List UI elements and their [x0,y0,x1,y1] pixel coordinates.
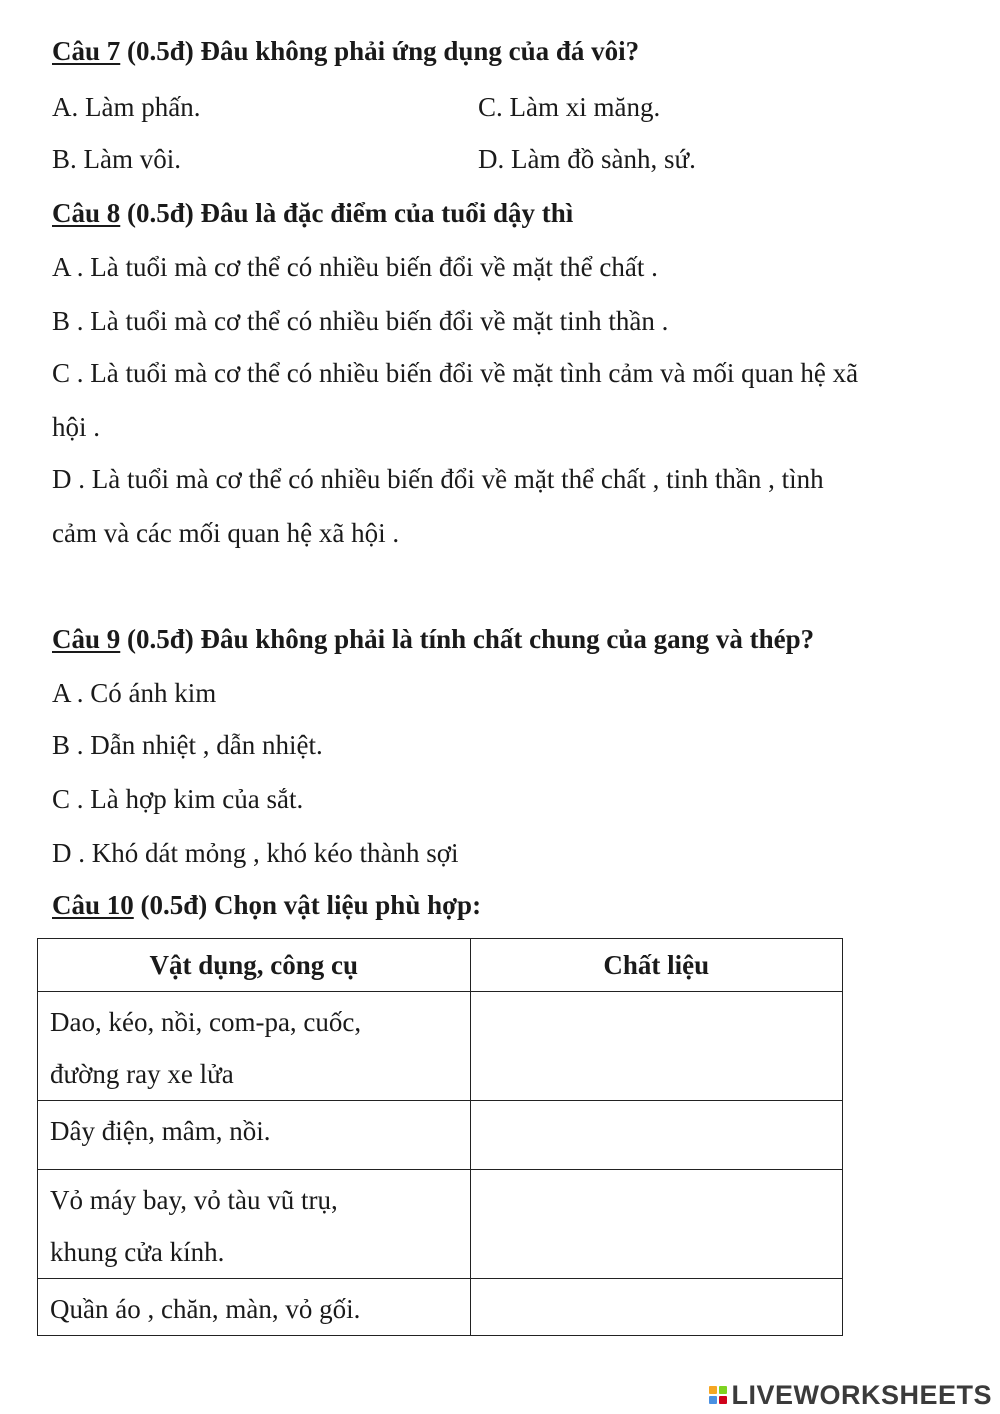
question-8-option-a: A . Là tuổi mà cơ thể có nhiều biến đổi về mặt thể chất . [52,252,658,282]
liveworksheets-logo [709,1378,992,1412]
question-10-text: (0.5đ) Chọn vật liệu phù hợp: [133,890,482,920]
item-line: đường ray xe lửa [50,1059,234,1089]
question-9-title [52,622,814,656]
item-cell [38,1170,471,1279]
question-8-option-c-line2: hội . [52,412,101,442]
material-answer-cell[interactable] [470,992,842,1101]
question-7-number: Câu 7 [52,36,121,66]
question-9-text: (0.5đ) Đâu không phải là tính chất chung của gang và thép? [120,624,815,654]
materials-table [37,938,843,1336]
question-8-number: Câu 8 [52,198,121,228]
material-answer-cell[interactable] [470,1170,842,1279]
question-10-number: Câu 10 [52,890,134,920]
item-cell [38,1279,471,1336]
table-header-row [38,939,843,992]
question-7-option-a: A. Làm phấn. [52,92,201,122]
question-8-option-d-line2: cảm và các mối quan hệ xã hội . [52,518,400,548]
question-10-title [52,888,481,922]
question-7-option-d: D. Làm đồ sành, sứ. [478,144,696,174]
liveworksheets-logo-icon [709,1386,727,1404]
table-row [38,1170,843,1279]
item-line: Quần áo , chăn, màn, vỏ gối. [50,1294,361,1324]
item-line: Dây điện, mâm, nồi. [50,1116,271,1146]
question-9-option-a: A . Có ánh kim [52,678,217,708]
item-line: Dao, kéo, nồi, com-pa, cuốc, [50,1007,362,1037]
question-8-title [52,196,573,230]
item-cell [38,992,471,1101]
question-9-number: Câu 9 [52,624,121,654]
material-answer-cell[interactable] [470,1279,842,1336]
question-7-text: (0.5đ) Đâu không phải ứng dụng của đá vôi? [120,36,640,66]
question-7-title [52,34,639,68]
item-cell [38,1101,471,1170]
question-8-option-b: B . Là tuổi mà cơ thể có nhiều biến đổi về mặt tinh thần . [52,306,669,336]
table-row [38,992,843,1101]
liveworksheets-logo-text: LIVEWORKSHEETS [731,1379,992,1410]
header-item: Vật dụng, công cụ [38,939,471,992]
header-material: Chất liệu [470,939,842,992]
question-8-option-d-line1: D . Là tuổi mà cơ thể có nhiều biến đổi về mặt thể chất , tinh thần , tình [52,464,824,494]
question-8-option-c-line1: C . Là tuổi mà cơ thể có nhiều biến đổi về mặt tình cảm và mối quan hệ xã [52,358,859,388]
question-9-option-c: C . Là hợp kim của sắt. [52,784,304,814]
question-8-text: (0.5đ) Đâu là đặc điểm của tuổi dậy thì [120,198,574,228]
question-9-option-b: B . Dẫn nhiệt , dẫn nhiệt. [52,730,323,760]
question-7-option-b: B. Làm vôi. [52,144,181,174]
item-line: Vỏ máy bay, vỏ tàu vũ trụ, [50,1185,338,1215]
table-row [38,1101,843,1170]
question-9-option-d: D . Khó dát mỏng , khó kéo thành sợi [52,838,459,868]
table-row [38,1279,843,1336]
item-line: khung cửa kính. [50,1237,225,1267]
question-7-option-c: C. Làm xi măng. [478,92,661,122]
material-answer-cell[interactable] [470,1101,842,1170]
